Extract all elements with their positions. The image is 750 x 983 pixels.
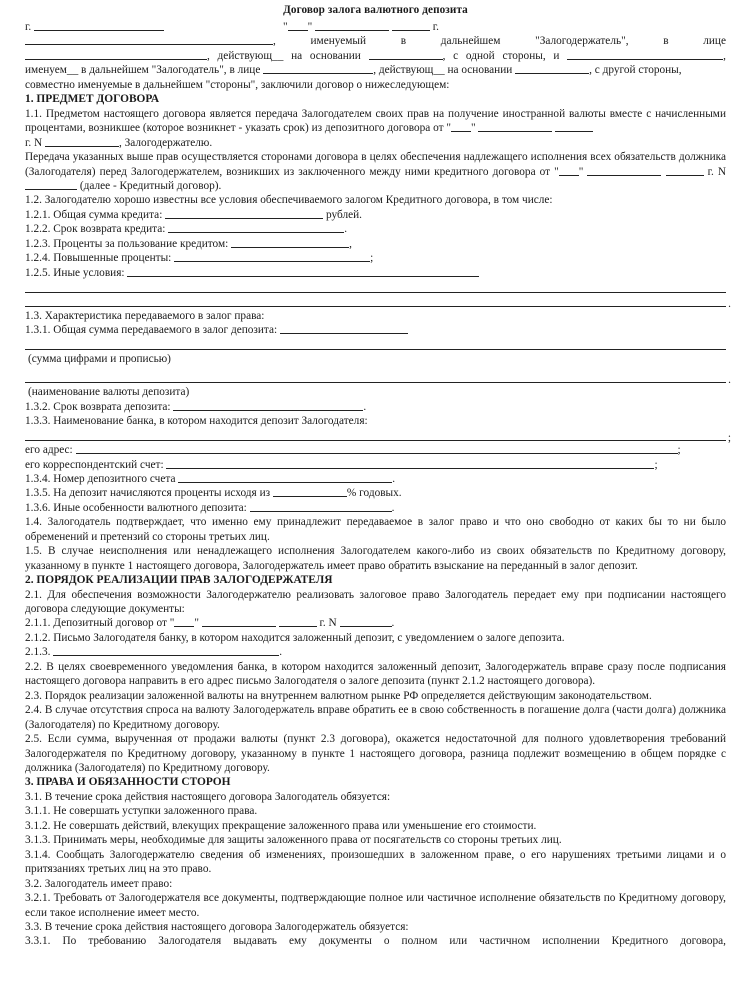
currency-rule-tail: . <box>728 374 731 387</box>
c211-b: г. N <box>319 617 337 630</box>
holder-basis-blank[interactable] <box>369 49 443 60</box>
pledgor-text-b: , действующ__ на основании <box>373 64 513 77</box>
caption-sum: (сумма цифрами и прописью) <box>28 353 171 366</box>
c11p2-month-blank[interactable] <box>587 165 661 176</box>
c136-tail: . <box>391 501 395 514</box>
c11-day-blank[interactable] <box>451 121 471 132</box>
c211-day-blank[interactable] <box>174 616 194 627</box>
clause-1-1-para2 <box>25 150 726 193</box>
c125-label: 1.2.5. Иные условия: <box>25 266 125 279</box>
clause-2-1-1 <box>25 616 726 630</box>
c11-month-blank[interactable] <box>478 121 552 132</box>
bank-name-rule-tail: ; <box>727 432 731 445</box>
clause-3-2-1: 3.2.1. Требовать от Залогодержателя все документы, подтверждающие полное или частичное исполнение обязательств по Кредитному договору, если такое исполнение имеет место. <box>25 892 726 919</box>
clause-3-1-2: 3.1.2. Не совершать действий, влекущих прекращение заложенного права или уменьшение его стоимости. <box>25 819 537 832</box>
party-holder-basis-line <box>25 49 726 63</box>
clause-1-5: 1.5. В случае неисполнения или ненадлежащего исполнения Залогодателем какого-либо из своих обязательств по Кредитному договору, указанному в пункте 1 настоящего договора, Залогодержатель имеет право обратить взыскание на переданный в залог депозит. <box>25 545 726 572</box>
c122-tail: . <box>344 223 348 236</box>
c122-blank[interactable] <box>168 222 344 233</box>
clause-3-3-1: 3.3.1. По требованию Залогодателя выдавать ему документы о полном или частичном исполнении Кредитного договора, <box>25 935 726 948</box>
month-blank[interactable] <box>315 20 389 31</box>
blank-rule-2[interactable] <box>25 295 731 311</box>
clause-2-2: 2.2. В целях своевременного уведомления банка, в котором находится заложенный депозит, Залогодержатель вправе сразу после подписания настоящего договора направить в его адрес письмо Залогодателя о залоге депозита (пункт 2.1.2 настоящего договора). <box>25 660 726 688</box>
holder-basis-b: , с одной стороны, и <box>442 49 560 62</box>
clause-1-1-cont <box>25 136 726 150</box>
pledgor-basis-blank[interactable] <box>515 63 589 74</box>
c123-label: 1.2.3. Проценты за пользование кредитом: <box>25 237 229 250</box>
clause-3-1: 3.1. В течение срока действия настоящего договора Залогодатель обязуется: <box>25 790 391 803</box>
c134-blank[interactable] <box>178 472 392 483</box>
c11-quote: " <box>471 122 476 135</box>
clause-1-3-6 <box>25 501 726 515</box>
clause-2-1: 2.1. Для обеспечения возможности Залогодержателю реализовать залоговое право Залогодатель передает ему при подписании настоящего договора следующие документы: <box>25 588 726 616</box>
c121-blank[interactable] <box>165 208 323 219</box>
c11p2-year-blank[interactable] <box>666 165 704 176</box>
c11-number-blank[interactable] <box>45 136 119 147</box>
pledgor-name-blank[interactable] <box>567 49 723 60</box>
c124-label: 1.2.4. Повышенные проценты: <box>25 252 172 265</box>
corr-tail: ; <box>654 458 658 471</box>
c132-tail: . <box>363 400 367 413</box>
blank-rule-1[interactable] <box>25 280 726 294</box>
c213-blank[interactable] <box>53 645 279 656</box>
c11p2-quote: " <box>578 165 584 178</box>
party-holder-line <box>25 34 726 48</box>
city-blank[interactable] <box>34 20 164 31</box>
corr-blank[interactable] <box>166 458 654 469</box>
clause-3-1-3: 3.1.3. Принимать меры, необходимые для защиты заложенного права от посягательств со стороны третьих лиц. <box>25 834 562 847</box>
date-field <box>283 20 439 34</box>
c11-c: , Залогодержателю. <box>119 136 213 149</box>
c135-blank[interactable] <box>273 486 347 497</box>
year-suffix: г. <box>432 21 439 33</box>
c211-month-blank[interactable] <box>202 616 276 627</box>
c125-blank[interactable] <box>127 266 479 277</box>
c122-label: 1.2.2. Срок возврата кредита: <box>25 223 166 236</box>
quote-open: " <box>283 21 288 33</box>
c11p2-b: г. N <box>707 165 727 178</box>
c135-b: % годовых. <box>346 487 402 500</box>
bank-name-rule[interactable] <box>25 429 731 445</box>
clause-1-3: 1.3. Характеристика передаваемого в залог права: <box>25 310 265 323</box>
c121-label: 1.2.1. Общая сумма кредита: <box>25 208 163 221</box>
clause-1-2-4 <box>25 251 726 265</box>
currency-rule[interactable] <box>25 371 731 387</box>
clause-1-2-1 <box>25 208 726 222</box>
pledgor-text-a: именуем__ в дальнейшем "Залогодатель", в лице <box>25 64 261 77</box>
caption-currency: (наименование валюты депозита) <box>28 386 190 399</box>
holder-basis-tail: , <box>723 49 726 62</box>
clause-1-3-2 <box>25 400 726 414</box>
c213-tail: . <box>279 646 283 659</box>
holder-basis-a: , действующ__ на основании <box>207 49 361 62</box>
clause-1-2: 1.2. Залогодателю хорошо известны все условия обеспечиваемого залогом Кредитного договора, в том числе: <box>25 194 553 207</box>
c131-label: 1.3.1. Общая сумма передаваемого в залог депозита: <box>25 324 278 337</box>
city-field <box>25 20 164 34</box>
clause-1-2-5 <box>25 266 726 280</box>
year-blank[interactable] <box>392 20 430 31</box>
header-city-date-row <box>25 20 726 34</box>
section-1-heading: 1. ПРЕДМЕТ ДОГОВОРА <box>25 93 160 106</box>
c135-a: 1.3.5. На депозит начисляются проценты исходя из <box>25 487 271 500</box>
clause-1-1 <box>25 107 726 136</box>
address-blank[interactable] <box>76 443 678 454</box>
c123-blank[interactable] <box>231 237 349 248</box>
c134-tail: . <box>392 472 396 485</box>
c134-label: 1.3.4. Номер депозитного счета <box>25 472 176 485</box>
c211-number-blank[interactable] <box>340 616 392 627</box>
clause-2-1-3 <box>25 645 726 659</box>
c11p2-a: Передача указанных выше прав осуществляется сторонами договора в целях обеспечения надлежащего исполнения всех обязательств должника (Залогодателя) перед Залогодержателем, возникших из заключенного между ними кредитного договора от " <box>25 151 726 178</box>
clause-1-1-text: 1.1. Предметом настоящего договора является передача Залогодателем своих прав на получение иностранной валюты вместе с начисленными процентами, возникшее (которое возникнет - указать срок) из депозитного договора от " <box>25 107 726 135</box>
pledgor-text-c: , с другой стороны, <box>589 64 682 77</box>
page-title: Договор залога валютного депозита <box>283 4 468 16</box>
clause-1-2-2 <box>25 222 726 236</box>
preamble-closing-line: совместно именуемые в дальнейшем "стороны", заключили договор о нижеследующем: <box>25 78 450 91</box>
c132-label: 1.3.2. Срок возврата депозита: <box>25 400 171 413</box>
clause-2-3: 2.3. Порядок реализации заложенной валюты на внутреннем валютном рынке РФ определяется действующим законодательством. <box>25 689 652 702</box>
corr-label: его корреспондентский счет: <box>25 458 164 471</box>
holder-text: , именуемый в дальнейшем "Залогодержатель", в лице <box>273 35 726 48</box>
sum-rule[interactable] <box>25 338 726 352</box>
clause-1-3-5 <box>25 486 726 500</box>
clause-1-4: 1.4. Залогодатель подтверждает, что именно ему принадлежит передаваемое в залог право и что оно свободно от каких бы то ни было обременений и претензий со стороны третьих лиц. <box>25 516 726 543</box>
c124-blank[interactable] <box>174 251 370 262</box>
section-3-heading: 3. ПРАВА И ОБЯЗАННОСТИ СТОРОН <box>25 776 231 789</box>
clause-3-1-4: 3.1.4. Сообщать Залогодержателю сведения об изменениях, произошедших в заложенном праве, о его нарушениях третьими лицами и о притязаниях третьих лиц на это право. <box>25 848 726 876</box>
c136-label: 1.3.6. Иные особенности валютного депозита: <box>25 501 247 514</box>
clause-2-5: 2.5. Если сумма, вырученная от продажи валюты (пункт 2.3 договора), окажется недостаточной для полного удовлетворения требований Залогодержателя по Кредитному договору, указанному в пункте 1 настоящего договора, разница подлежит возмещению в общем порядке с должника (Залогодателя) по Кредитному договору. <box>25 733 726 775</box>
c211-quote: " <box>194 617 200 630</box>
c211-year-blank[interactable] <box>279 616 317 627</box>
clause-3-1-1: 3.1.1. Не совершать уступки заложенного права. <box>25 805 258 818</box>
c11p2-number-blank[interactable] <box>25 179 77 190</box>
section-2-heading: 2. ПОРЯДОК РЕАЛИЗАЦИИ ПРАВ ЗАЛОГОДЕРЖАТЕЛЯ <box>25 574 333 587</box>
c213-label: 2.1.3. <box>25 646 51 659</box>
c121-tail: рублей. <box>325 208 362 221</box>
c11-year-blank[interactable] <box>555 121 593 132</box>
c124-tail: ; <box>370 252 374 265</box>
clause-3-2: 3.2. Залогодатель имеет право: <box>25 877 173 890</box>
clause-2-4: 2.4. В случае отсутствия спроса на валюту Залогодержатель вправе обратить ее в свою собственность в погашение долга (части долга) должника (Залогодателя) по Кредитному договору. <box>25 704 726 731</box>
party-pledgor-line <box>25 63 726 77</box>
holder-name-blank[interactable] <box>25 34 273 45</box>
pledgor-rep-blank[interactable] <box>263 63 373 74</box>
c132-blank[interactable] <box>173 400 363 411</box>
clause-1-3-4 <box>25 472 726 486</box>
clause-3-3: 3.3. В течение срока действия настоящего договора Залогодержатель обязуется: <box>25 921 409 933</box>
city-label: г. <box>25 21 32 33</box>
c11p2-day-blank[interactable] <box>559 165 579 176</box>
clause-1-3-3: 1.3.3. Наименование банка, в котором находится депозит Залогодателя: <box>25 415 368 428</box>
c123-tail: , <box>349 237 352 250</box>
c211-a: 2.1.1. Депозитный договор от " <box>25 617 175 630</box>
c11p2-c: (далее - Кредитный договор). <box>79 179 222 192</box>
bank-address-row <box>25 443 726 457</box>
clause-1-3-1 <box>25 323 726 337</box>
c11-b: г. N <box>25 136 43 149</box>
address-label: его адрес: <box>25 444 73 457</box>
address-tail: ; <box>677 444 681 457</box>
bank-corr-row <box>25 458 726 472</box>
clause-2-1-2: 2.1.2. Письмо Залогодателя банку, в котором находится заложенный депозит, с уведомлением о залоге депозита. <box>25 631 565 644</box>
c211-c: . <box>391 617 395 630</box>
clause-1-2-3 <box>25 237 726 251</box>
blank-rule-2-tail: . <box>728 298 731 311</box>
c131-blank[interactable] <box>280 323 408 334</box>
c136-blank[interactable] <box>250 501 392 512</box>
day-blank[interactable] <box>288 20 308 31</box>
holder-rep-blank[interactable] <box>25 49 207 60</box>
quote-close: " <box>307 21 313 33</box>
